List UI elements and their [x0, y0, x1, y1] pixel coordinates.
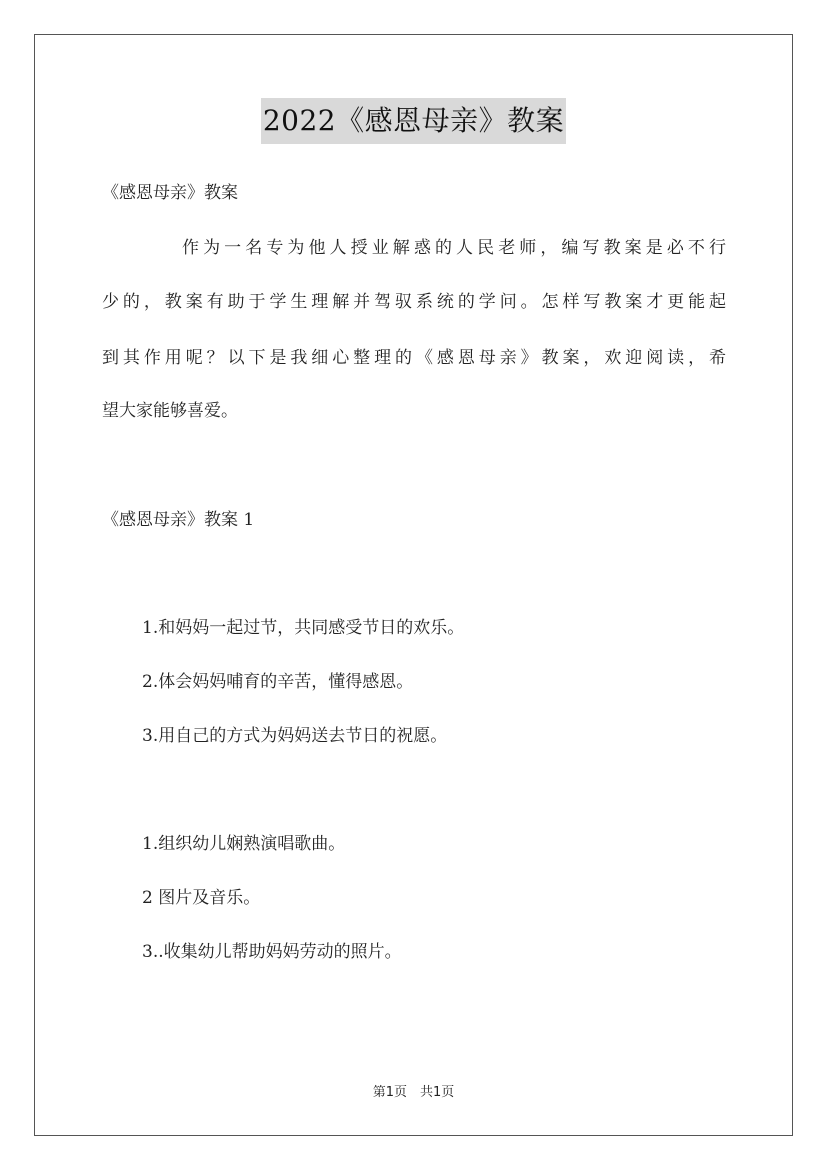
preparation-item-3: 3..收集幼儿帮助妈妈劳动的照片。: [142, 942, 402, 962]
goal-item-2: 2.体会妈妈哺育的辛苦，懂得感恩。: [142, 672, 414, 692]
section-heading: 《感恩母亲》教案 1: [102, 510, 255, 530]
intro-line-3: 到其作用呢？以下是我细心整理的《感恩母亲》教案，欢迎阅读，希: [102, 348, 726, 368]
title-container: [0, 98, 827, 144]
document-subtitle: 《感恩母亲》教案: [102, 183, 238, 203]
intro-line-1: 作为一名专为他人授业解惑的人民老师，编写教案是必不行: [182, 238, 726, 258]
page-number-footer: 第1页 共1页: [372, 1085, 455, 1100]
intro-line-4: 望大家能够喜爱。: [102, 401, 238, 421]
preparation-item-2: 2 图片及音乐。: [142, 888, 261, 908]
document-title: 2022《感恩母亲》教案: [261, 98, 566, 144]
goal-item-3: 3.用自己的方式为妈妈送去节日的祝愿。: [142, 726, 448, 746]
goal-item-1: 1.和妈妈一起过节，共同感受节日的欢乐。: [142, 618, 465, 638]
intro-line-2: 少的，教案有助于学生理解并驾驭系统的学问。怎样写教案才更能起: [102, 292, 726, 312]
preparation-item-1: 1.组织幼儿娴熟演唱歌曲。: [142, 834, 346, 854]
